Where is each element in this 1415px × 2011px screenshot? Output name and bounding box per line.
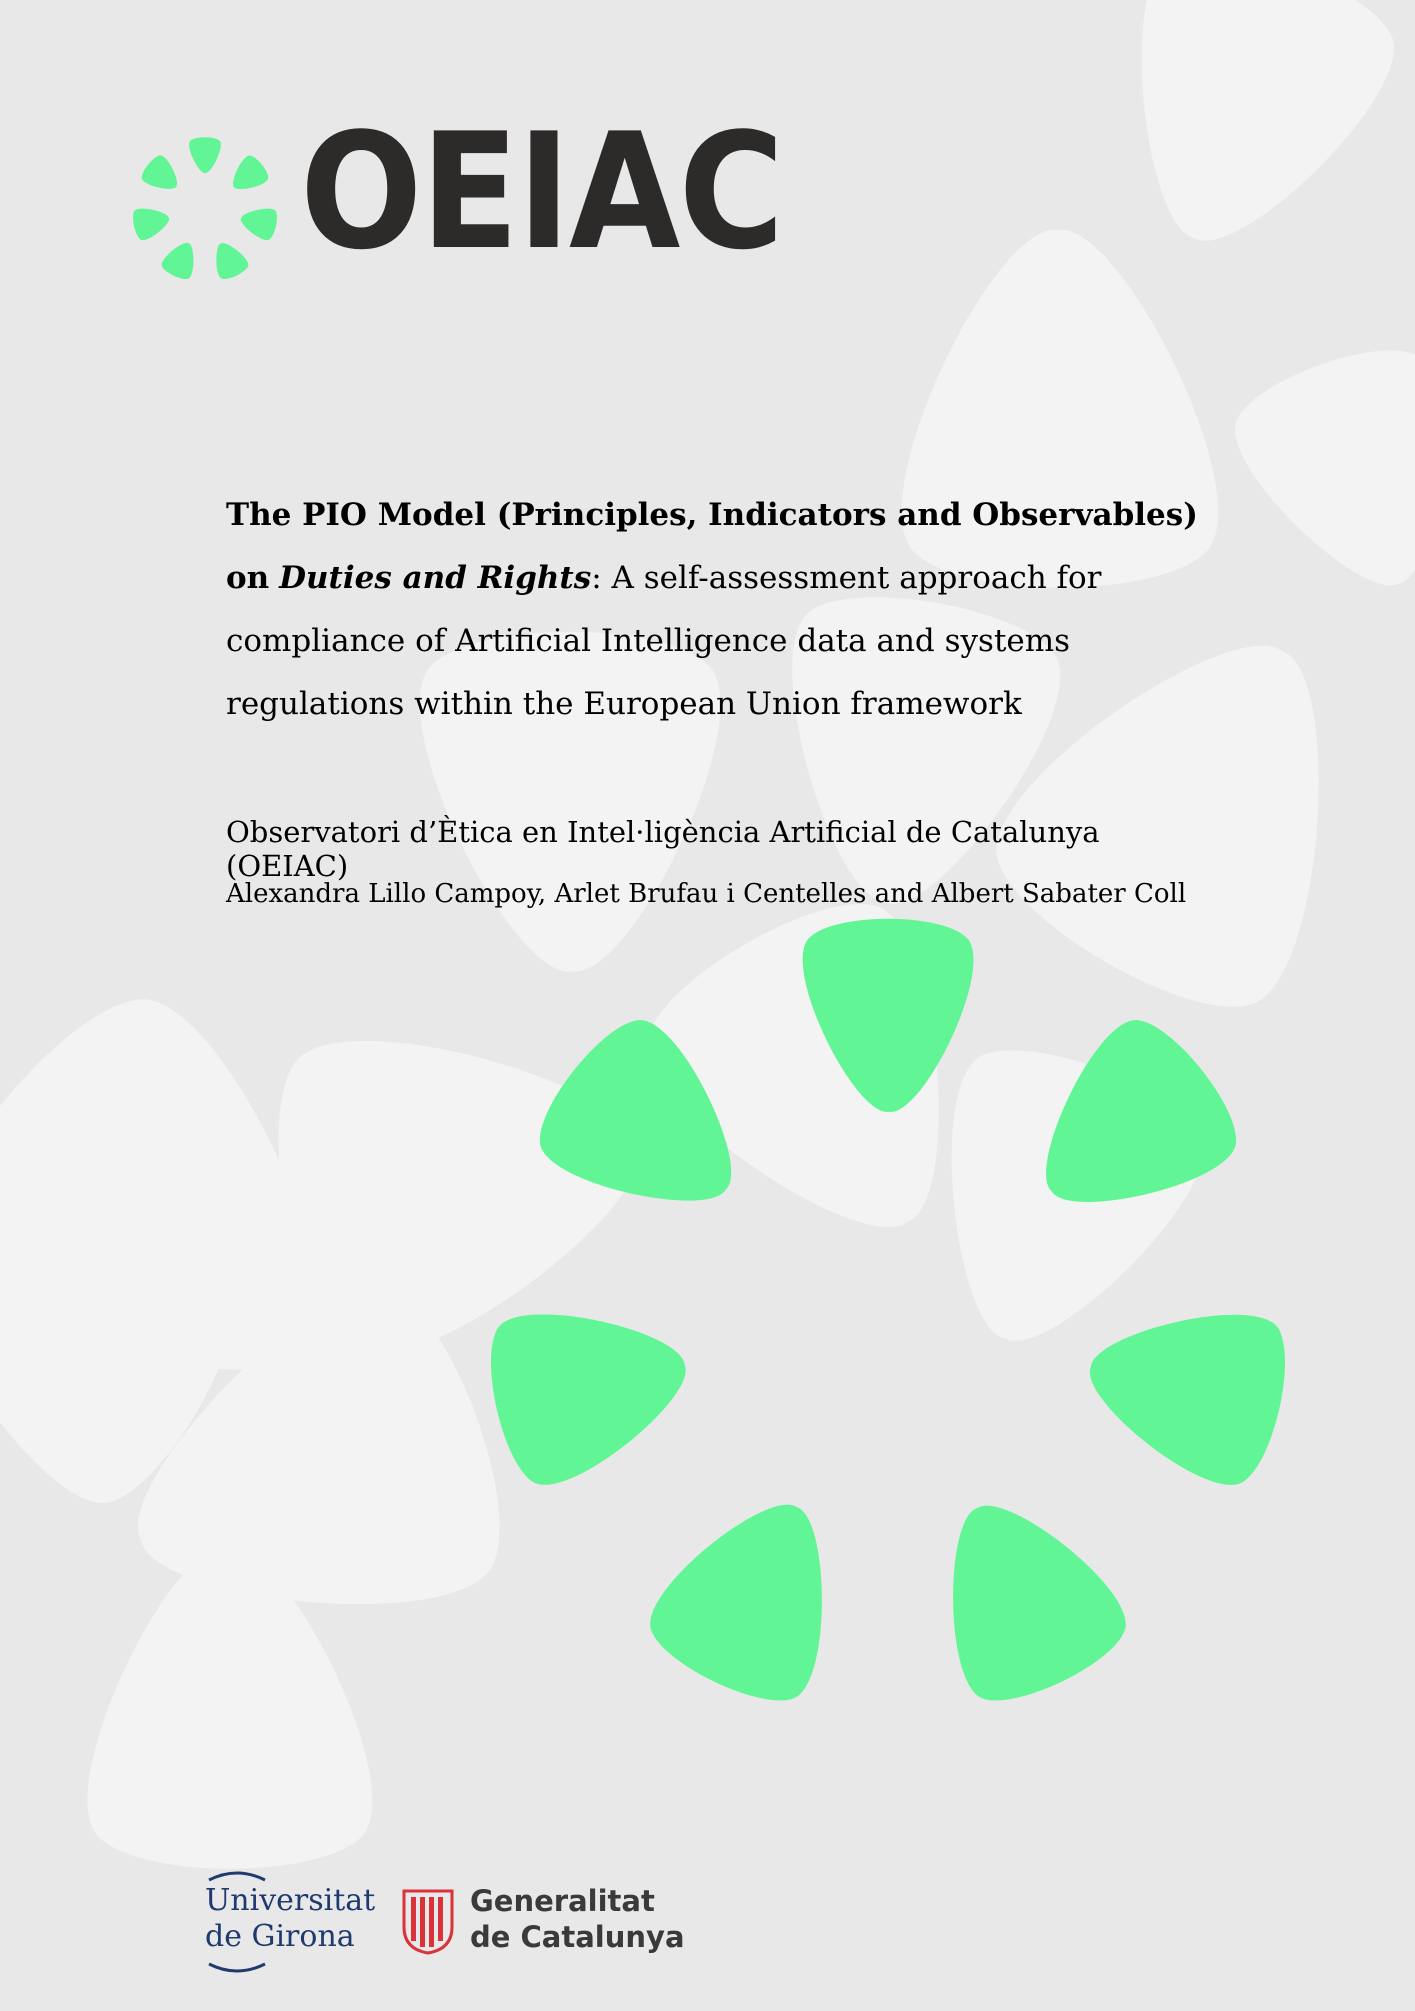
author-list: Alexandra Lillo Campoy, Arlet Brufau i Centelles and Albert Sabater Coll	[226, 879, 1187, 909]
green-petal-shape	[1072, 1283, 1298, 1493]
title-emphasis: Duties and Rights	[279, 560, 592, 596]
oeiac-logo-icon	[130, 135, 280, 285]
logo-petal-shape	[159, 236, 203, 282]
green-petal-shape	[478, 1283, 704, 1493]
document-title	[226, 484, 1226, 736]
oeiac-wordmark: OEIAC	[300, 98, 783, 285]
generalitat-logo-line2: de Catalunya	[470, 1920, 685, 1954]
background-shape	[1222, 330, 1415, 619]
green-petal-shape	[901, 1470, 1139, 1718]
logo-petal-shape	[189, 137, 221, 173]
udg-arc-bottom-icon	[207, 1962, 267, 1974]
logo-petal-shape	[238, 203, 280, 242]
udg-arc-top-icon	[207, 1870, 267, 1882]
logo-petal-shape	[131, 203, 173, 242]
generalitat-logo-line1: Generalitat	[470, 1884, 655, 1918]
green-petal-shape	[637, 1470, 875, 1718]
udg-logo-line2: de Girona	[205, 1919, 355, 1954]
logo-petal-shape	[224, 152, 272, 199]
logo-petal-shape	[207, 236, 251, 282]
background-shape	[1075, 0, 1411, 281]
title-part1: The PIO Model (Principles, Indicators and Observables) on	[226, 497, 1198, 596]
udg-logo-line1: Universitat	[205, 1883, 376, 1918]
organization-name: Observatori d’Ètica en Intel·ligència Artificial de Catalunya (OEIAC)	[226, 815, 1100, 883]
logo-petal-shape	[138, 152, 186, 199]
generalitat-de-catalunya-logo	[398, 1885, 698, 1965]
title-part3: : A self-assessment approach for compliance of Artificial Intelligence data and systems regulations within the European Union framework	[226, 560, 1102, 722]
universitat-de-girona-logo	[205, 1870, 385, 1980]
generalitat-emblem-icon	[400, 1887, 456, 1955]
